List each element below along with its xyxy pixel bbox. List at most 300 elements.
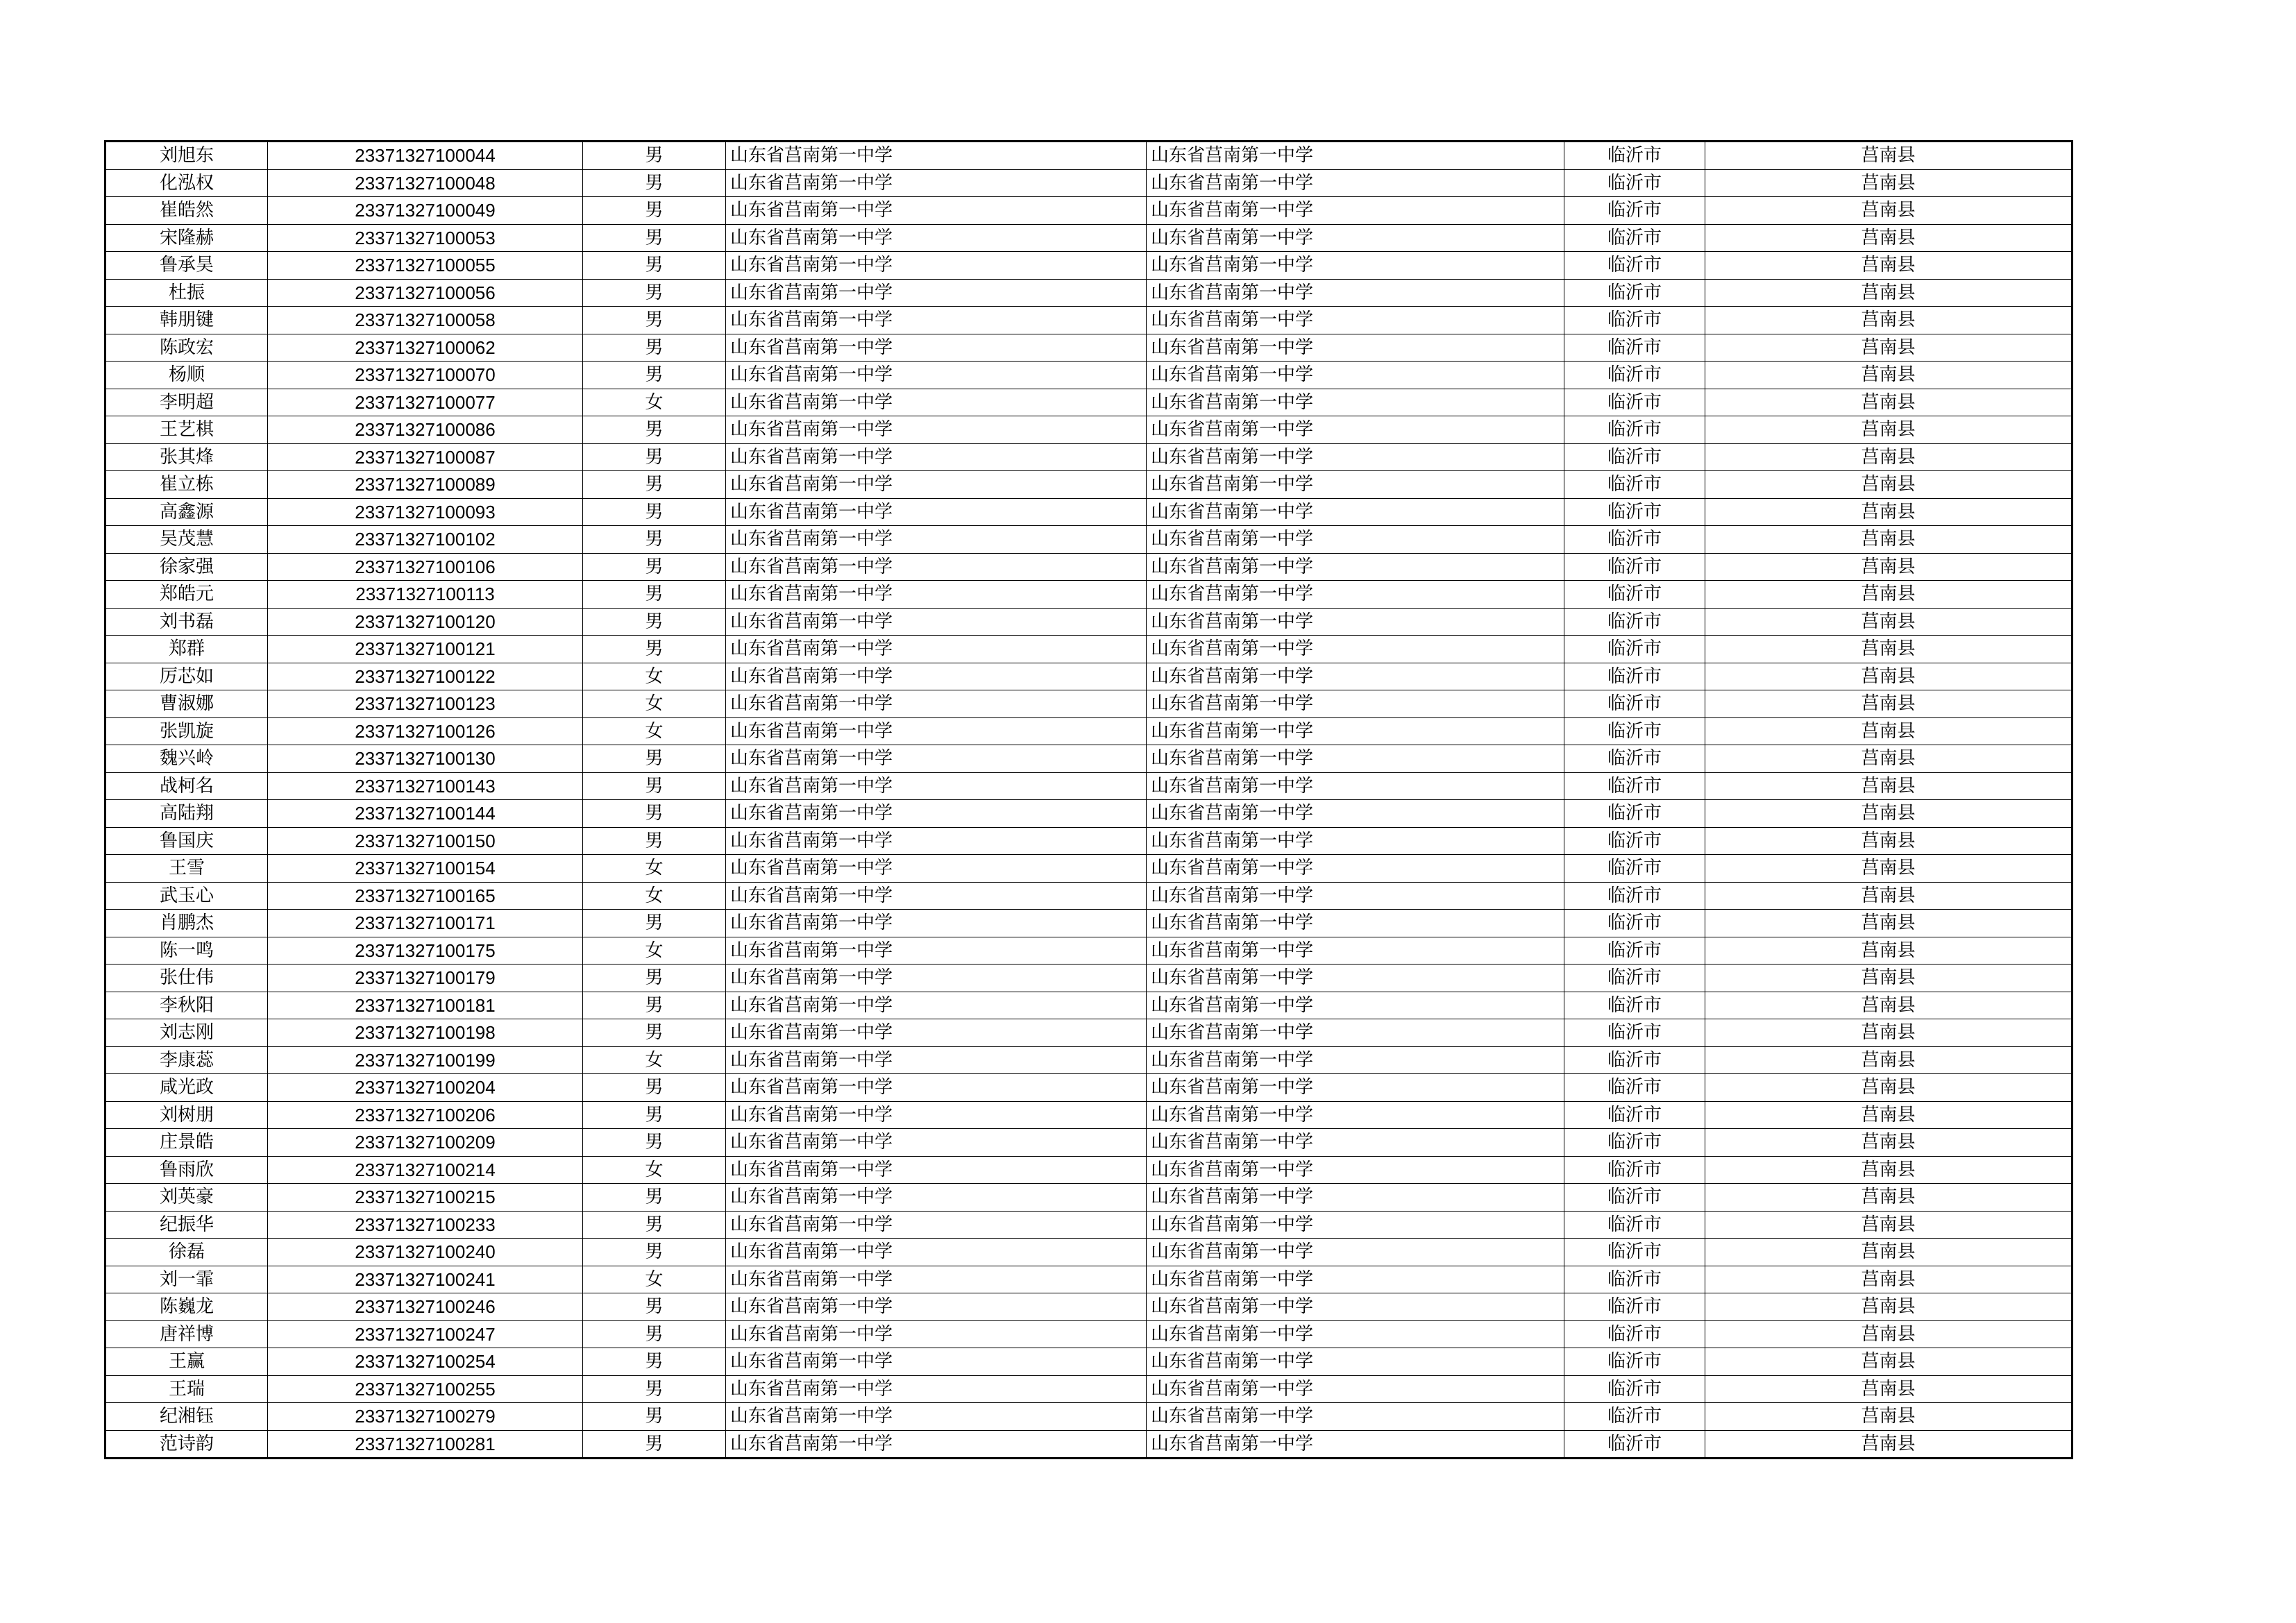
enrolled-school-cell: 山东省莒南第一中学 bbox=[1147, 1129, 1564, 1157]
table-row bbox=[105, 224, 2073, 252]
gender-cell: 男 bbox=[583, 1074, 726, 1102]
county-cell: 莒南县 bbox=[1705, 1348, 2073, 1376]
school-cell: 山东省莒南第一中学 bbox=[726, 1156, 1147, 1184]
county-cell: 莒南县 bbox=[1705, 772, 2073, 800]
enrolled-school-cell: 山东省莒南第一中学 bbox=[1147, 334, 1564, 362]
exam-number-cell: 23371327100143 bbox=[268, 772, 583, 800]
school-cell: 山东省莒南第一中学 bbox=[726, 526, 1147, 554]
school-cell: 山东省莒南第一中学 bbox=[726, 882, 1147, 910]
school-cell: 山东省莒南第一中学 bbox=[726, 717, 1147, 745]
county-cell: 莒南县 bbox=[1705, 745, 2073, 773]
school-cell: 山东省莒南第一中学 bbox=[726, 142, 1147, 170]
gender-cell: 女 bbox=[583, 717, 726, 745]
gender-cell: 男 bbox=[583, 1430, 726, 1459]
county-cell: 莒南县 bbox=[1705, 827, 2073, 855]
exam-number-cell: 23371327100199 bbox=[268, 1046, 583, 1074]
school-cell: 山东省莒南第一中学 bbox=[726, 224, 1147, 252]
exam-number-cell: 23371327100179 bbox=[268, 965, 583, 992]
student-name-cell: 李秋阳 bbox=[105, 992, 268, 1019]
student-name-cell: 刘旭东 bbox=[105, 142, 268, 170]
gender-cell: 男 bbox=[583, 1348, 726, 1376]
table-row bbox=[105, 1019, 2073, 1047]
enrolled-school-cell: 山东省莒南第一中学 bbox=[1147, 827, 1564, 855]
school-cell: 山东省莒南第一中学 bbox=[726, 1430, 1147, 1459]
exam-number-cell: 23371327100087 bbox=[268, 443, 583, 471]
county-cell: 莒南县 bbox=[1705, 1156, 2073, 1184]
table-row bbox=[105, 800, 2073, 828]
school-cell: 山东省莒南第一中学 bbox=[726, 636, 1147, 663]
exam-number-cell: 23371327100204 bbox=[268, 1074, 583, 1102]
city-cell: 临沂市 bbox=[1564, 1184, 1705, 1212]
county-cell: 莒南县 bbox=[1705, 362, 2073, 389]
county-cell: 莒南县 bbox=[1705, 992, 2073, 1019]
gender-cell: 男 bbox=[583, 772, 726, 800]
city-cell: 临沂市 bbox=[1564, 307, 1705, 334]
table-row bbox=[105, 581, 2073, 609]
school-cell: 山东省莒南第一中学 bbox=[726, 362, 1147, 389]
student-name-cell: 纪湘钰 bbox=[105, 1403, 268, 1431]
city-cell: 临沂市 bbox=[1564, 498, 1705, 526]
student-name-cell: 王瑞 bbox=[105, 1375, 268, 1403]
enrolled-school-cell: 山东省莒南第一中学 bbox=[1147, 772, 1564, 800]
student-name-cell: 厉芯如 bbox=[105, 663, 268, 690]
table-row bbox=[105, 910, 2073, 937]
county-cell: 莒南县 bbox=[1705, 581, 2073, 609]
city-cell: 临沂市 bbox=[1564, 1403, 1705, 1431]
student-name-cell: 曹淑娜 bbox=[105, 690, 268, 718]
student-name-cell: 杨顺 bbox=[105, 362, 268, 389]
exam-number-cell: 23371327100120 bbox=[268, 608, 583, 636]
gender-cell: 女 bbox=[583, 1156, 726, 1184]
city-cell: 临沂市 bbox=[1564, 690, 1705, 718]
student-name-cell: 刘书磊 bbox=[105, 608, 268, 636]
exam-number-cell: 23371327100126 bbox=[268, 717, 583, 745]
city-cell: 临沂市 bbox=[1564, 553, 1705, 581]
gender-cell: 男 bbox=[583, 224, 726, 252]
table-row bbox=[105, 855, 2073, 883]
table-row bbox=[105, 197, 2073, 225]
gender-cell: 男 bbox=[583, 1293, 726, 1321]
city-cell: 临沂市 bbox=[1564, 827, 1705, 855]
city-cell: 临沂市 bbox=[1564, 745, 1705, 773]
gender-cell: 男 bbox=[583, 581, 726, 609]
gender-cell: 男 bbox=[583, 1239, 726, 1266]
roster-body bbox=[105, 142, 2073, 1459]
county-cell: 莒南县 bbox=[1705, 1074, 2073, 1102]
gender-cell: 男 bbox=[583, 608, 726, 636]
enrolled-school-cell: 山东省莒南第一中学 bbox=[1147, 169, 1564, 197]
table-row bbox=[105, 1239, 2073, 1266]
county-cell: 莒南县 bbox=[1705, 471, 2073, 499]
table-row bbox=[105, 717, 2073, 745]
enrolled-school-cell: 山东省莒南第一中学 bbox=[1147, 1019, 1564, 1047]
student-name-cell: 吴茂慧 bbox=[105, 526, 268, 554]
county-cell: 莒南县 bbox=[1705, 169, 2073, 197]
city-cell: 临沂市 bbox=[1564, 636, 1705, 663]
table-row bbox=[105, 1211, 2073, 1239]
county-cell: 莒南县 bbox=[1705, 663, 2073, 690]
school-cell: 山东省莒南第一中学 bbox=[726, 307, 1147, 334]
city-cell: 临沂市 bbox=[1564, 1266, 1705, 1293]
enrolled-school-cell: 山东省莒南第一中学 bbox=[1147, 307, 1564, 334]
enrolled-school-cell: 山东省莒南第一中学 bbox=[1147, 443, 1564, 471]
gender-cell: 男 bbox=[583, 745, 726, 773]
exam-number-cell: 23371327100206 bbox=[268, 1101, 583, 1129]
city-cell: 临沂市 bbox=[1564, 1046, 1705, 1074]
student-name-cell: 刘英豪 bbox=[105, 1184, 268, 1212]
city-cell: 临沂市 bbox=[1564, 1239, 1705, 1266]
city-cell: 临沂市 bbox=[1564, 334, 1705, 362]
gender-cell: 男 bbox=[583, 1129, 726, 1157]
gender-cell: 男 bbox=[583, 526, 726, 554]
enrolled-school-cell: 山东省莒南第一中学 bbox=[1147, 416, 1564, 444]
table-row bbox=[105, 1129, 2073, 1157]
table-row bbox=[105, 965, 2073, 992]
table-row bbox=[105, 636, 2073, 663]
exam-number-cell: 23371327100255 bbox=[268, 1375, 583, 1403]
city-cell: 临沂市 bbox=[1564, 992, 1705, 1019]
city-cell: 临沂市 bbox=[1564, 1375, 1705, 1403]
city-cell: 临沂市 bbox=[1564, 1211, 1705, 1239]
exam-number-cell: 23371327100279 bbox=[268, 1403, 583, 1431]
school-cell: 山东省莒南第一中学 bbox=[726, 800, 1147, 828]
exam-number-cell: 23371327100171 bbox=[268, 910, 583, 937]
exam-number-cell: 23371327100214 bbox=[268, 1156, 583, 1184]
student-name-cell: 刘志刚 bbox=[105, 1019, 268, 1047]
student-name-cell: 武玉心 bbox=[105, 882, 268, 910]
school-cell: 山东省莒南第一中学 bbox=[726, 1293, 1147, 1321]
exam-number-cell: 23371327100241 bbox=[268, 1266, 583, 1293]
county-cell: 莒南县 bbox=[1705, 717, 2073, 745]
student-name-cell: 张仕伟 bbox=[105, 965, 268, 992]
enrolled-school-cell: 山东省莒南第一中学 bbox=[1147, 882, 1564, 910]
school-cell: 山东省莒南第一中学 bbox=[726, 1019, 1147, 1047]
school-cell: 山东省莒南第一中学 bbox=[726, 416, 1147, 444]
city-cell: 临沂市 bbox=[1564, 1293, 1705, 1321]
school-cell: 山东省莒南第一中学 bbox=[726, 1266, 1147, 1293]
school-cell: 山东省莒南第一中学 bbox=[726, 992, 1147, 1019]
enrolled-school-cell: 山东省莒南第一中学 bbox=[1147, 553, 1564, 581]
city-cell: 临沂市 bbox=[1564, 965, 1705, 992]
student-name-cell: 刘树朋 bbox=[105, 1101, 268, 1129]
enrolled-school-cell: 山东省莒南第一中学 bbox=[1147, 663, 1564, 690]
student-name-cell: 张凯旋 bbox=[105, 717, 268, 745]
student-name-cell: 王雪 bbox=[105, 855, 268, 883]
table-row bbox=[105, 443, 2073, 471]
city-cell: 临沂市 bbox=[1564, 1074, 1705, 1102]
table-row bbox=[105, 252, 2073, 280]
city-cell: 临沂市 bbox=[1564, 882, 1705, 910]
gender-cell: 男 bbox=[583, 1101, 726, 1129]
county-cell: 莒南县 bbox=[1705, 937, 2073, 965]
table-row bbox=[105, 1375, 2073, 1403]
student-name-cell: 鲁雨欣 bbox=[105, 1156, 268, 1184]
enrolled-school-cell: 山东省莒南第一中学 bbox=[1147, 608, 1564, 636]
table-row bbox=[105, 307, 2073, 334]
gender-cell: 男 bbox=[583, 800, 726, 828]
student-name-cell: 徐磊 bbox=[105, 1239, 268, 1266]
table-row bbox=[105, 663, 2073, 690]
city-cell: 临沂市 bbox=[1564, 1019, 1705, 1047]
enrolled-school-cell: 山东省莒南第一中学 bbox=[1147, 471, 1564, 499]
student-name-cell: 陈一鸣 bbox=[105, 937, 268, 965]
city-cell: 临沂市 bbox=[1564, 717, 1705, 745]
school-cell: 山东省莒南第一中学 bbox=[726, 581, 1147, 609]
city-cell: 临沂市 bbox=[1564, 416, 1705, 444]
table-row bbox=[105, 362, 2073, 389]
county-cell: 莒南县 bbox=[1705, 1211, 2073, 1239]
student-name-cell: 李明超 bbox=[105, 389, 268, 416]
city-cell: 临沂市 bbox=[1564, 197, 1705, 225]
school-cell: 山东省莒南第一中学 bbox=[726, 663, 1147, 690]
gender-cell: 男 bbox=[583, 252, 726, 280]
table-row bbox=[105, 553, 2073, 581]
table-row bbox=[105, 827, 2073, 855]
enrolled-school-cell: 山东省莒南第一中学 bbox=[1147, 855, 1564, 883]
city-cell: 临沂市 bbox=[1564, 910, 1705, 937]
county-cell: 莒南县 bbox=[1705, 279, 2073, 307]
city-cell: 临沂市 bbox=[1564, 937, 1705, 965]
exam-number-cell: 23371327100062 bbox=[268, 334, 583, 362]
gender-cell: 男 bbox=[583, 334, 726, 362]
enrolled-school-cell: 山东省莒南第一中学 bbox=[1147, 1046, 1564, 1074]
student-name-cell: 庄景皓 bbox=[105, 1129, 268, 1157]
table-row bbox=[105, 1403, 2073, 1431]
enrolled-school-cell: 山东省莒南第一中学 bbox=[1147, 800, 1564, 828]
enrolled-school-cell: 山东省莒南第一中学 bbox=[1147, 1101, 1564, 1129]
gender-cell: 男 bbox=[583, 1019, 726, 1047]
enrolled-school-cell: 山东省莒南第一中学 bbox=[1147, 1430, 1564, 1459]
student-name-cell: 王赢 bbox=[105, 1348, 268, 1376]
county-cell: 莒南县 bbox=[1705, 307, 2073, 334]
city-cell: 临沂市 bbox=[1564, 1156, 1705, 1184]
table-row bbox=[105, 608, 2073, 636]
enrolled-school-cell: 山东省莒南第一中学 bbox=[1147, 1211, 1564, 1239]
city-cell: 临沂市 bbox=[1564, 800, 1705, 828]
school-cell: 山东省莒南第一中学 bbox=[726, 608, 1147, 636]
table-row bbox=[105, 526, 2073, 554]
enrolled-school-cell: 山东省莒南第一中学 bbox=[1147, 252, 1564, 280]
student-name-cell: 唐祥博 bbox=[105, 1320, 268, 1348]
county-cell: 莒南县 bbox=[1705, 443, 2073, 471]
enrolled-school-cell: 山东省莒南第一中学 bbox=[1147, 1293, 1564, 1321]
exam-number-cell: 23371327100122 bbox=[268, 663, 583, 690]
enrolled-school-cell: 山东省莒南第一中学 bbox=[1147, 224, 1564, 252]
gender-cell: 男 bbox=[583, 1375, 726, 1403]
school-cell: 山东省莒南第一中学 bbox=[726, 855, 1147, 883]
gender-cell: 男 bbox=[583, 443, 726, 471]
student-name-cell: 魏兴岭 bbox=[105, 745, 268, 773]
county-cell: 莒南县 bbox=[1705, 197, 2073, 225]
student-name-cell: 徐家强 bbox=[105, 553, 268, 581]
exam-number-cell: 23371327100233 bbox=[268, 1211, 583, 1239]
table-row bbox=[105, 416, 2073, 444]
enrolled-school-cell: 山东省莒南第一中学 bbox=[1147, 1184, 1564, 1212]
student-name-cell: 鲁承昊 bbox=[105, 252, 268, 280]
exam-number-cell: 23371327100198 bbox=[268, 1019, 583, 1047]
exam-number-cell: 23371327100106 bbox=[268, 553, 583, 581]
table-row bbox=[105, 142, 2073, 170]
city-cell: 临沂市 bbox=[1564, 389, 1705, 416]
exam-number-cell: 23371327100086 bbox=[268, 416, 583, 444]
gender-cell: 女 bbox=[583, 855, 726, 883]
city-cell: 临沂市 bbox=[1564, 142, 1705, 170]
county-cell: 莒南县 bbox=[1705, 910, 2073, 937]
gender-cell: 男 bbox=[583, 910, 726, 937]
student-name-cell: 纪振华 bbox=[105, 1211, 268, 1239]
student-name-cell: 韩朋键 bbox=[105, 307, 268, 334]
enrolled-school-cell: 山东省莒南第一中学 bbox=[1147, 992, 1564, 1019]
city-cell: 临沂市 bbox=[1564, 526, 1705, 554]
exam-number-cell: 23371327100049 bbox=[268, 197, 583, 225]
enrolled-school-cell: 山东省莒南第一中学 bbox=[1147, 937, 1564, 965]
exam-number-cell: 23371327100077 bbox=[268, 389, 583, 416]
county-cell: 莒南县 bbox=[1705, 252, 2073, 280]
exam-number-cell: 23371327100209 bbox=[268, 1129, 583, 1157]
student-name-cell: 刘一霏 bbox=[105, 1266, 268, 1293]
county-cell: 莒南县 bbox=[1705, 1320, 2073, 1348]
table-row bbox=[105, 1266, 2073, 1293]
school-cell: 山东省莒南第一中学 bbox=[726, 197, 1147, 225]
school-cell: 山东省莒南第一中学 bbox=[726, 1184, 1147, 1212]
enrolled-school-cell: 山东省莒南第一中学 bbox=[1147, 965, 1564, 992]
county-cell: 莒南县 bbox=[1705, 882, 2073, 910]
county-cell: 莒南县 bbox=[1705, 855, 2073, 883]
exam-number-cell: 23371327100121 bbox=[268, 636, 583, 663]
enrolled-school-cell: 山东省莒南第一中学 bbox=[1147, 636, 1564, 663]
city-cell: 临沂市 bbox=[1564, 1348, 1705, 1376]
school-cell: 山东省莒南第一中学 bbox=[726, 965, 1147, 992]
student-name-cell: 郑皓元 bbox=[105, 581, 268, 609]
enrolled-school-cell: 山东省莒南第一中学 bbox=[1147, 1403, 1564, 1431]
enrolled-school-cell: 山东省莒南第一中学 bbox=[1147, 526, 1564, 554]
exam-number-cell: 23371327100048 bbox=[268, 169, 583, 197]
exam-number-cell: 23371327100130 bbox=[268, 745, 583, 773]
city-cell: 临沂市 bbox=[1564, 471, 1705, 499]
school-cell: 山东省莒南第一中学 bbox=[726, 1320, 1147, 1348]
county-cell: 莒南县 bbox=[1705, 416, 2073, 444]
gender-cell: 女 bbox=[583, 690, 726, 718]
student-name-cell: 陈政宏 bbox=[105, 334, 268, 362]
gender-cell: 女 bbox=[583, 1266, 726, 1293]
exam-number-cell: 23371327100058 bbox=[268, 307, 583, 334]
enrolled-school-cell: 山东省莒南第一中学 bbox=[1147, 142, 1564, 170]
table-row bbox=[105, 772, 2073, 800]
student-name-cell: 范诗韵 bbox=[105, 1430, 268, 1459]
exam-number-cell: 23371327100215 bbox=[268, 1184, 583, 1212]
city-cell: 临沂市 bbox=[1564, 1430, 1705, 1459]
gender-cell: 男 bbox=[583, 1320, 726, 1348]
county-cell: 莒南县 bbox=[1705, 1184, 2073, 1212]
table-row bbox=[105, 690, 2073, 718]
table-row bbox=[105, 882, 2073, 910]
school-cell: 山东省莒南第一中学 bbox=[726, 745, 1147, 773]
county-cell: 莒南县 bbox=[1705, 389, 2073, 416]
enrolled-school-cell: 山东省莒南第一中学 bbox=[1147, 1239, 1564, 1266]
gender-cell: 男 bbox=[583, 279, 726, 307]
table-row bbox=[105, 937, 2073, 965]
school-cell: 山东省莒南第一中学 bbox=[726, 389, 1147, 416]
table-row bbox=[105, 169, 2073, 197]
exam-number-cell: 23371327100240 bbox=[268, 1239, 583, 1266]
school-cell: 山东省莒南第一中学 bbox=[726, 1375, 1147, 1403]
table-row bbox=[105, 1320, 2073, 1348]
county-cell: 莒南县 bbox=[1705, 1430, 2073, 1459]
table-row bbox=[105, 389, 2073, 416]
student-name-cell: 高陆翔 bbox=[105, 800, 268, 828]
county-cell: 莒南县 bbox=[1705, 498, 2073, 526]
student-name-cell: 陈巍龙 bbox=[105, 1293, 268, 1321]
school-cell: 山东省莒南第一中学 bbox=[726, 443, 1147, 471]
table-row bbox=[105, 1046, 2073, 1074]
student-name-cell: 李康蕊 bbox=[105, 1046, 268, 1074]
county-cell: 莒南县 bbox=[1705, 1129, 2073, 1157]
table-row bbox=[105, 992, 2073, 1019]
gender-cell: 女 bbox=[583, 389, 726, 416]
school-cell: 山东省莒南第一中学 bbox=[726, 279, 1147, 307]
gender-cell: 男 bbox=[583, 1403, 726, 1431]
exam-number-cell: 23371327100053 bbox=[268, 224, 583, 252]
table-row bbox=[105, 745, 2073, 773]
county-cell: 莒南县 bbox=[1705, 1293, 2073, 1321]
enrolled-school-cell: 山东省莒南第一中学 bbox=[1147, 910, 1564, 937]
exam-number-cell: 23371327100089 bbox=[268, 471, 583, 499]
county-cell: 莒南县 bbox=[1705, 1375, 2073, 1403]
exam-number-cell: 23371327100246 bbox=[268, 1293, 583, 1321]
county-cell: 莒南县 bbox=[1705, 526, 2073, 554]
school-cell: 山东省莒南第一中学 bbox=[726, 471, 1147, 499]
table-row bbox=[105, 498, 2073, 526]
city-cell: 临沂市 bbox=[1564, 252, 1705, 280]
county-cell: 莒南县 bbox=[1705, 800, 2073, 828]
exam-number-cell: 23371327100093 bbox=[268, 498, 583, 526]
county-cell: 莒南县 bbox=[1705, 690, 2073, 718]
school-cell: 山东省莒南第一中学 bbox=[726, 1211, 1147, 1239]
school-cell: 山东省莒南第一中学 bbox=[726, 1129, 1147, 1157]
gender-cell: 男 bbox=[583, 416, 726, 444]
gender-cell: 女 bbox=[583, 937, 726, 965]
city-cell: 临沂市 bbox=[1564, 1129, 1705, 1157]
gender-cell: 男 bbox=[583, 197, 726, 225]
city-cell: 临沂市 bbox=[1564, 279, 1705, 307]
table-row bbox=[105, 471, 2073, 499]
city-cell: 临沂市 bbox=[1564, 855, 1705, 883]
gender-cell: 女 bbox=[583, 1046, 726, 1074]
enrolled-school-cell: 山东省莒南第一中学 bbox=[1147, 745, 1564, 773]
city-cell: 临沂市 bbox=[1564, 772, 1705, 800]
table-row bbox=[105, 334, 2073, 362]
student-name-cell: 高鑫源 bbox=[105, 498, 268, 526]
school-cell: 山东省莒南第一中学 bbox=[726, 690, 1147, 718]
school-cell: 山东省莒南第一中学 bbox=[726, 1046, 1147, 1074]
student-name-cell: 宋隆赫 bbox=[105, 224, 268, 252]
exam-number-cell: 23371327100150 bbox=[268, 827, 583, 855]
student-name-cell: 崔立栋 bbox=[105, 471, 268, 499]
school-cell: 山东省莒南第一中学 bbox=[726, 553, 1147, 581]
exam-number-cell: 23371327100254 bbox=[268, 1348, 583, 1376]
school-cell: 山东省莒南第一中学 bbox=[726, 1239, 1147, 1266]
enrolled-school-cell: 山东省莒南第一中学 bbox=[1147, 1074, 1564, 1102]
enrolled-school-cell: 山东省莒南第一中学 bbox=[1147, 1266, 1564, 1293]
city-cell: 临沂市 bbox=[1564, 1320, 1705, 1348]
exam-number-cell: 23371327100247 bbox=[268, 1320, 583, 1348]
county-cell: 莒南县 bbox=[1705, 1403, 2073, 1431]
enrolled-school-cell: 山东省莒南第一中学 bbox=[1147, 581, 1564, 609]
student-name-cell: 咸光政 bbox=[105, 1074, 268, 1102]
exam-number-cell: 23371327100113 bbox=[268, 581, 583, 609]
student-name-cell: 杜振 bbox=[105, 279, 268, 307]
exam-number-cell: 23371327100175 bbox=[268, 937, 583, 965]
